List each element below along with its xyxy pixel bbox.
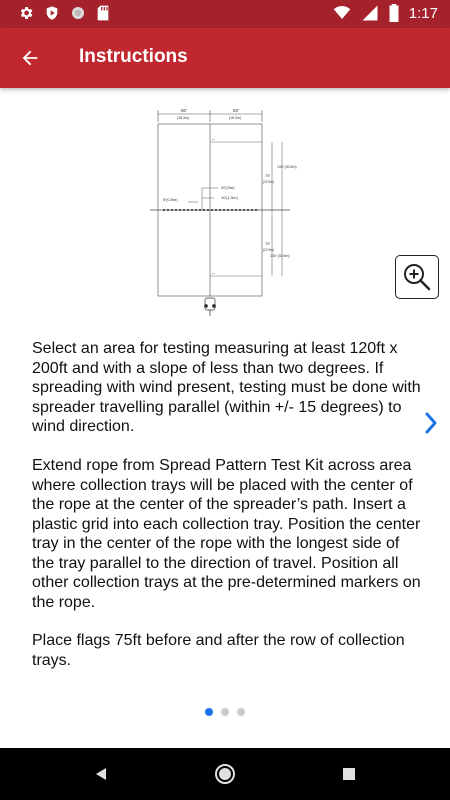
battery-icon — [389, 4, 399, 22]
status-time: 1:17 — [408, 4, 438, 22]
signal-icon — [361, 4, 379, 22]
status-left-icons — [18, 5, 110, 21]
svg-text:⌐: ⌐ — [212, 271, 215, 277]
back-triangle-icon — [93, 766, 109, 782]
diagram-label-total-length: 100' (30.5m) — [277, 165, 297, 169]
back-button[interactable] — [12, 40, 48, 76]
settings-icon — [18, 5, 34, 21]
instruction-paragraph-3: Place flags 75ft before and after the row of collection trays. — [32, 632, 405, 669]
page-title: Instructions — [79, 46, 188, 67]
arrow-back-icon — [19, 47, 41, 69]
sd-card-icon — [96, 5, 110, 21]
svg-text:⌐: ⌐ — [212, 137, 215, 143]
chevron-right-icon — [424, 412, 438, 434]
diagram-label-bottom-total: 100' (30.5m) — [270, 254, 290, 258]
zoom-in-icon — [402, 262, 432, 292]
page-indicator — [205, 708, 245, 716]
diagram-label-right-width-m: (18.3m) — [229, 116, 242, 120]
status-bar — [0, 0, 450, 28]
diagram-label-bottom-75-m: (22.9m) — [263, 248, 274, 252]
spreader-icon — [205, 298, 216, 316]
diagram-label-right-width: 60' — [233, 108, 239, 113]
diagram-label-top-75-m: (22.9m) — [263, 180, 274, 184]
instruction-paragraph-1: Select an area for testing measuring at least 120ft x 200ft and with a slope of less than two degrees. If spreading with wind present, testing must be done with spreader travelling parallel (within +/- 15 degrees) to wind direction. — [32, 340, 421, 435]
nav-home-button[interactable] — [213, 762, 237, 786]
zoom-in-button[interactable] — [395, 255, 439, 299]
diagram-label-left-width-m: (18.3m) — [177, 116, 190, 120]
diagram-label-left-width: 60' — [181, 108, 187, 113]
instruction-paragraph-2: Extend rope from Spread Pattern Test Kit across area where collection trays will be placed with the center of the rope at the center of the spreader’s path. Insert a plastic grid into each collection tray. Position the center tray in the center of the rope with the longest side of the tray parallel to the direction of travel. Position all other collection trays at the pre-determined markers on the rope. — [32, 457, 421, 611]
test-area-diagram — [150, 102, 297, 324]
diagram-label-left-5: 5'(0.8m) — [163, 197, 178, 202]
home-circle-icon — [214, 763, 236, 785]
recents-square-icon — [342, 767, 356, 781]
diagram-label-top-75: 75' — [265, 173, 271, 178]
page-dot-1[interactable] — [205, 708, 213, 716]
nav-back-button[interactable] — [89, 762, 113, 786]
system-nav-bar — [0, 748, 450, 800]
status-right-icons — [333, 4, 438, 22]
diagram-label-mid-20: 20'(3m) — [221, 185, 235, 190]
nav-recents-button[interactable] — [337, 762, 361, 786]
wifi-icon — [333, 4, 351, 22]
play-protect-icon — [44, 5, 60, 21]
page-dot-3[interactable] — [237, 708, 245, 716]
app-bar — [0, 28, 450, 88]
page-dot-2[interactable] — [221, 708, 229, 716]
diagram-label-bottom-75: 75' — [265, 241, 271, 246]
diagram-label-mid-10: 10'(1.5m) — [221, 195, 238, 200]
circle-icon — [70, 5, 86, 21]
